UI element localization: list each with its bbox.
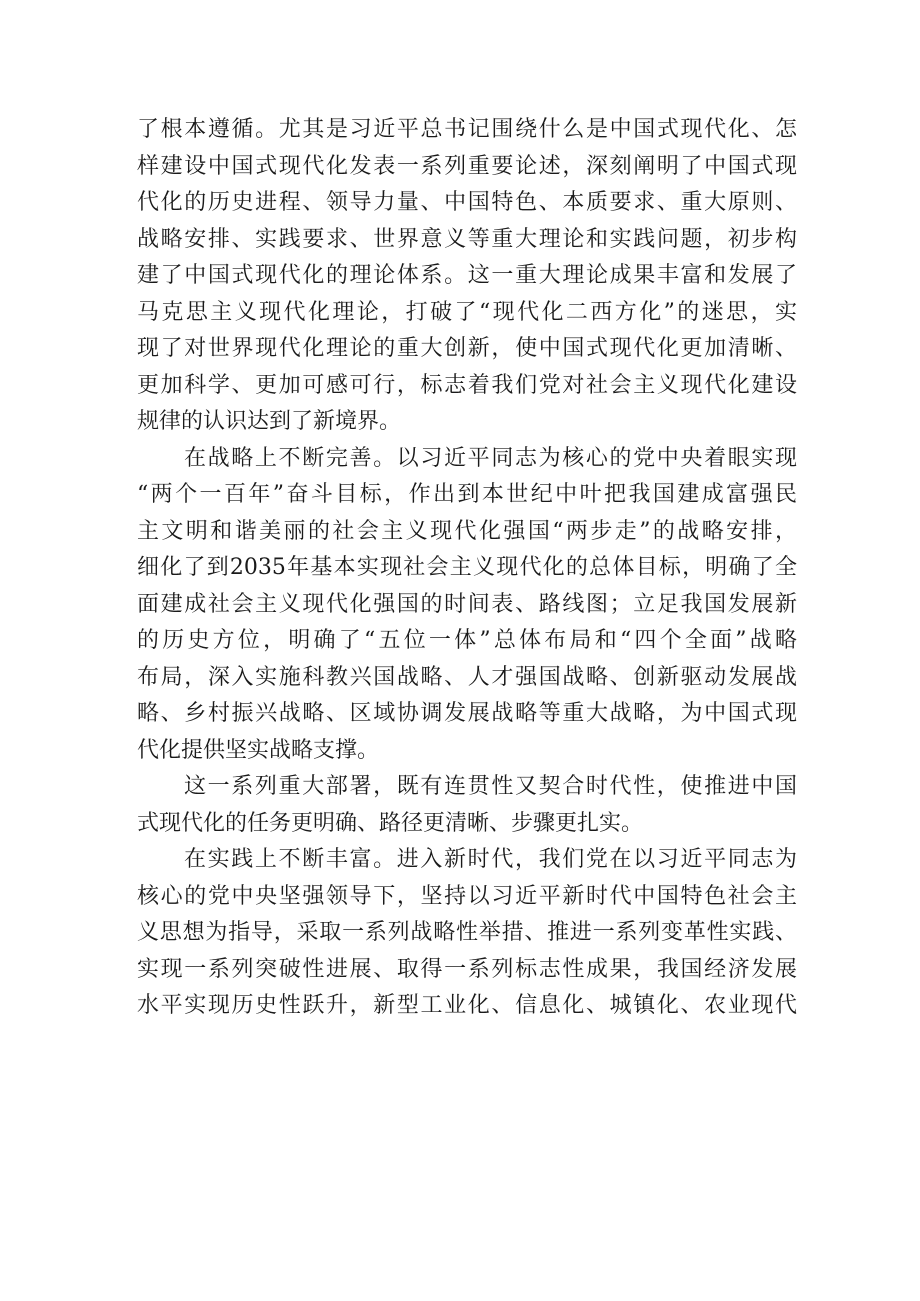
paragraph-1-line: 规律的认识达到了新境界。	[137, 409, 402, 434]
paragraph-1-line: 代化的历史进程、领导力量、中国特色、本质要求、重大原则、	[137, 190, 797, 215]
paragraph-1-line: 样建设中国式现代化发表一系列重要论述，深刻阐明了中国式现	[137, 153, 797, 179]
paragraph-4-line: 义思想为指导，采取一系列战略性举措、推进一系列变革性实践、	[137, 920, 797, 945]
paragraph-2-line: 细化了到2035年基本实现社会主义现代化的总体目标，明确了全	[137, 555, 797, 580]
paragraph-2-line: 代化提供坚实战略支撑。	[137, 737, 380, 763]
paragraph-4-line: 实现一系列突破性进展、取得一系列标志性成果，我国经济发展	[137, 956, 797, 982]
paragraph-2-line: 面建成社会主义现代化强国的时间表、路线图；立足我国发展新	[137, 591, 797, 617]
paragraph-2-line: 略、乡村振兴战略、区域协调发展战略等重大战略，为中国式现	[137, 701, 797, 726]
paragraph-4-line: 核心的党中央坚强领导下，坚持以习近平新时代中国特色社会主	[137, 883, 797, 909]
paragraph-3-line: 式现代化的任务更明确、路径更清晰、步骤更扎实。	[137, 810, 644, 836]
paragraph-1-line: 现了对世界现代化理论的重大创新，使中国式现代化更加清晰、	[137, 336, 797, 361]
body-text	[137, 112, 797, 1025]
paragraph-2-line: 的历史方位，明确了“五位一体”总体布局和“四个全面”战略	[137, 628, 797, 653]
paragraph-1-line: 了根本遵循。尤其是习近平总书记围绕什么是中国式现代化、怎	[137, 117, 797, 142]
paragraph-1-line: 建了中国式现代化的理论体系。这一重大理论成果丰富和发展了	[137, 263, 797, 288]
paragraph-2-line: “两个一百年”奋斗目标，作出到本世纪中叶把我国建成富强民	[137, 482, 797, 507]
paragraph-2-line: 在战略上不断完善。以习近平同志为核心的党中央着眼实现	[184, 445, 797, 471]
paragraph-2-line: 布局，深入实施科教兴国战略、人才强国战略、创新驱动发展战	[137, 664, 797, 690]
paragraph-1-line: 更加科学、更加可感可行，标志着我们党对社会主义现代化建设	[137, 372, 797, 398]
paragraph-1-line: 战略安排、实践要求、世界意义等重大理论和实践问题，初步构	[137, 226, 797, 252]
paragraph-3-line: 这一系列重大部署，既有连贯性又契合时代性，使推进中国	[184, 774, 797, 799]
paragraph-4-line: 在实践上不断丰富。进入新时代，我们党在以习近平同志为	[184, 847, 797, 872]
paragraph-1-line: 马克思主义现代化理论，打破了“现代化二西方化”的迷思，实	[137, 299, 797, 325]
paragraph-4-line: 水平实现历史性跃升，新型工业化、信息化、城镇化、农业现代	[137, 993, 797, 1018]
paragraph-2-line: 主文明和谐美丽的社会主义现代化强国“两步走”的战略安排，	[137, 518, 797, 544]
